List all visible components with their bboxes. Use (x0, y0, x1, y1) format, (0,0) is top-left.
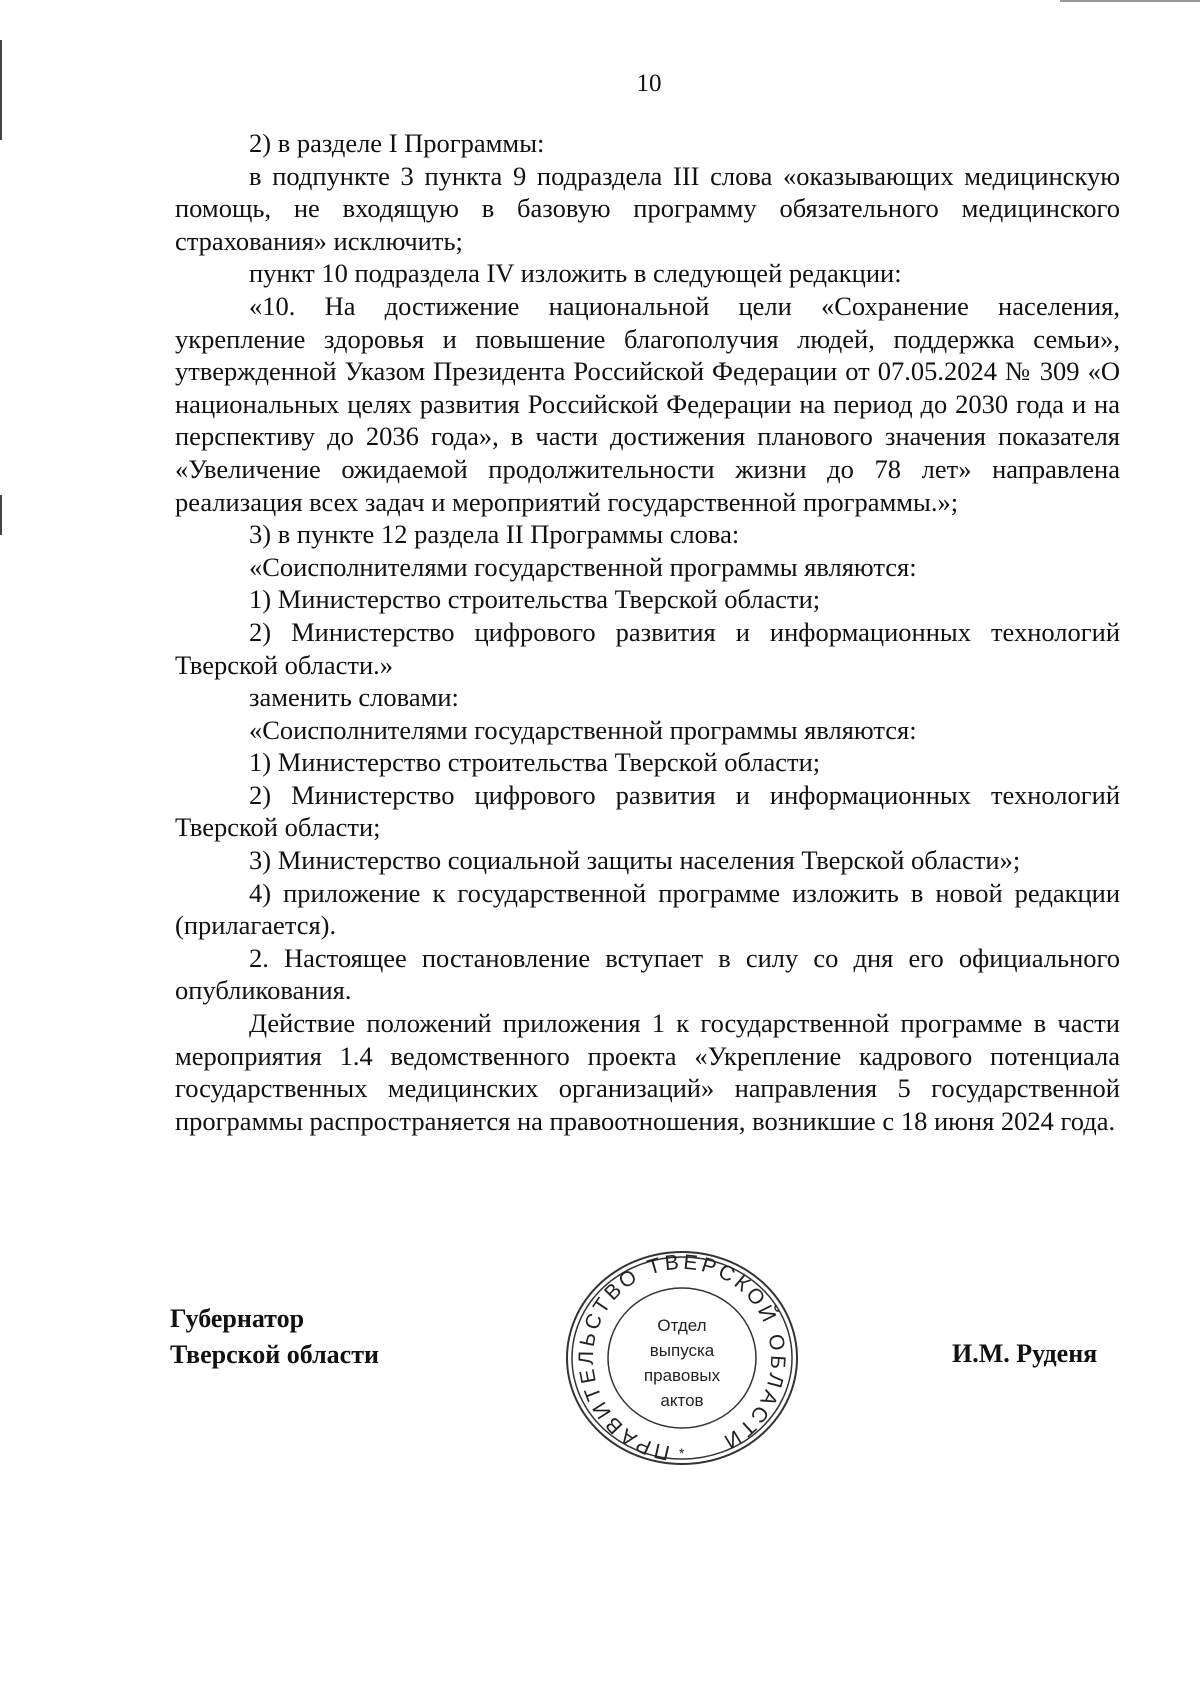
paragraph: 3) в пункте 12 раздела II Программы слова: (249, 519, 740, 550)
signatory-position-line: Тверской области (170, 1340, 379, 1369)
document-body (175, 127, 1120, 1137)
paragraph: «Соисполнителями государственной программы являются: (249, 714, 917, 745)
paragraph: 2) в разделе I Программы: (249, 128, 545, 158)
stamp-line: Отдел (657, 1316, 707, 1335)
stamp-line: выпуска (649, 1341, 715, 1360)
paragraph: Действие положений приложения 1 к государственной программе в части мероприятия 1.4 ведомственного проекта «Укрепление кадрового потенциала государственных медицинских организаций» направления 5 государственной программы распространяется на правоотношения, возникшие с 18 июня 2024 года. (175, 1008, 1120, 1136)
paragraph: 1) Министерство строительства Тверской области; (249, 584, 821, 615)
svg-text:ПРАВИТЕЛЬСТВО ТВЕРСКОЙ ОБЛАСТИ: ПРАВИТЕЛЬСТВО ТВЕРСКОЙ ОБЛАСТИ (574, 1250, 790, 1465)
paragraph: 1) Министерство строительства Тверской области; (249, 747, 821, 778)
scan-edge-mark (1060, 0, 1200, 2)
paragraph: 2. Настоящее постановление вступает в силу со дня его официального опубликования. (175, 942, 1120, 1006)
paragraph: пункт 10 подраздела IV изложить в следующей редакции: (249, 258, 902, 289)
signatory-position-line: Губернатор (170, 1304, 305, 1333)
paragraph: в подпункте 3 пункта 9 подраздела III слова «оказывающих медицинскую помощь, не входящую в базовую программу обязательного медицинского страхования» исключить; (175, 160, 1120, 256)
paragraph: «Соисполнителями государственной программы являются: (249, 551, 917, 582)
paragraph: 2) Министерство цифрового развития и информационных технологий Тверской области.» (175, 616, 1120, 680)
paragraph: 4) приложение к государственной программе изложить в новой редакции (прилагается). (175, 877, 1120, 941)
page-number: 10 (636, 70, 662, 97)
svg-text:*: * (679, 1445, 685, 1461)
signatory-position (170, 1301, 379, 1373)
stamp-line: актов (660, 1391, 704, 1410)
stamp-department-label (602, 1313, 762, 1413)
stamp-line: правовых (643, 1366, 721, 1385)
paragraph: заменить словами: (249, 682, 459, 713)
official-stamp (562, 1247, 802, 1469)
signatory-name: И.М. Руденя (952, 1339, 1098, 1368)
paragraph: 2) Министерство цифрового развития и информационных технологий Тверской области; (175, 779, 1120, 843)
scan-edge-mark (0, 495, 2, 535)
paragraph: «10. На достижение национальной цели «Сохранение населения, укрепление здоровья и повышение благополучия людей, поддержка семьи», утвержденной Указом Президента Российской Федерации от 07.05.2024 № 309 «О национальных целях развития Российской Федерации на период до 2030 года и на перспективу до 2036 года», в части достижения планового значения показателя «Увеличение ожидаемой продолжительности жизни до 78 лет» направлена реализация всех задач и мероприятий государственной программы.»; (175, 290, 1120, 517)
paragraph: 3) Министерство социальной защиты населения Тверской области»; (249, 845, 1021, 876)
